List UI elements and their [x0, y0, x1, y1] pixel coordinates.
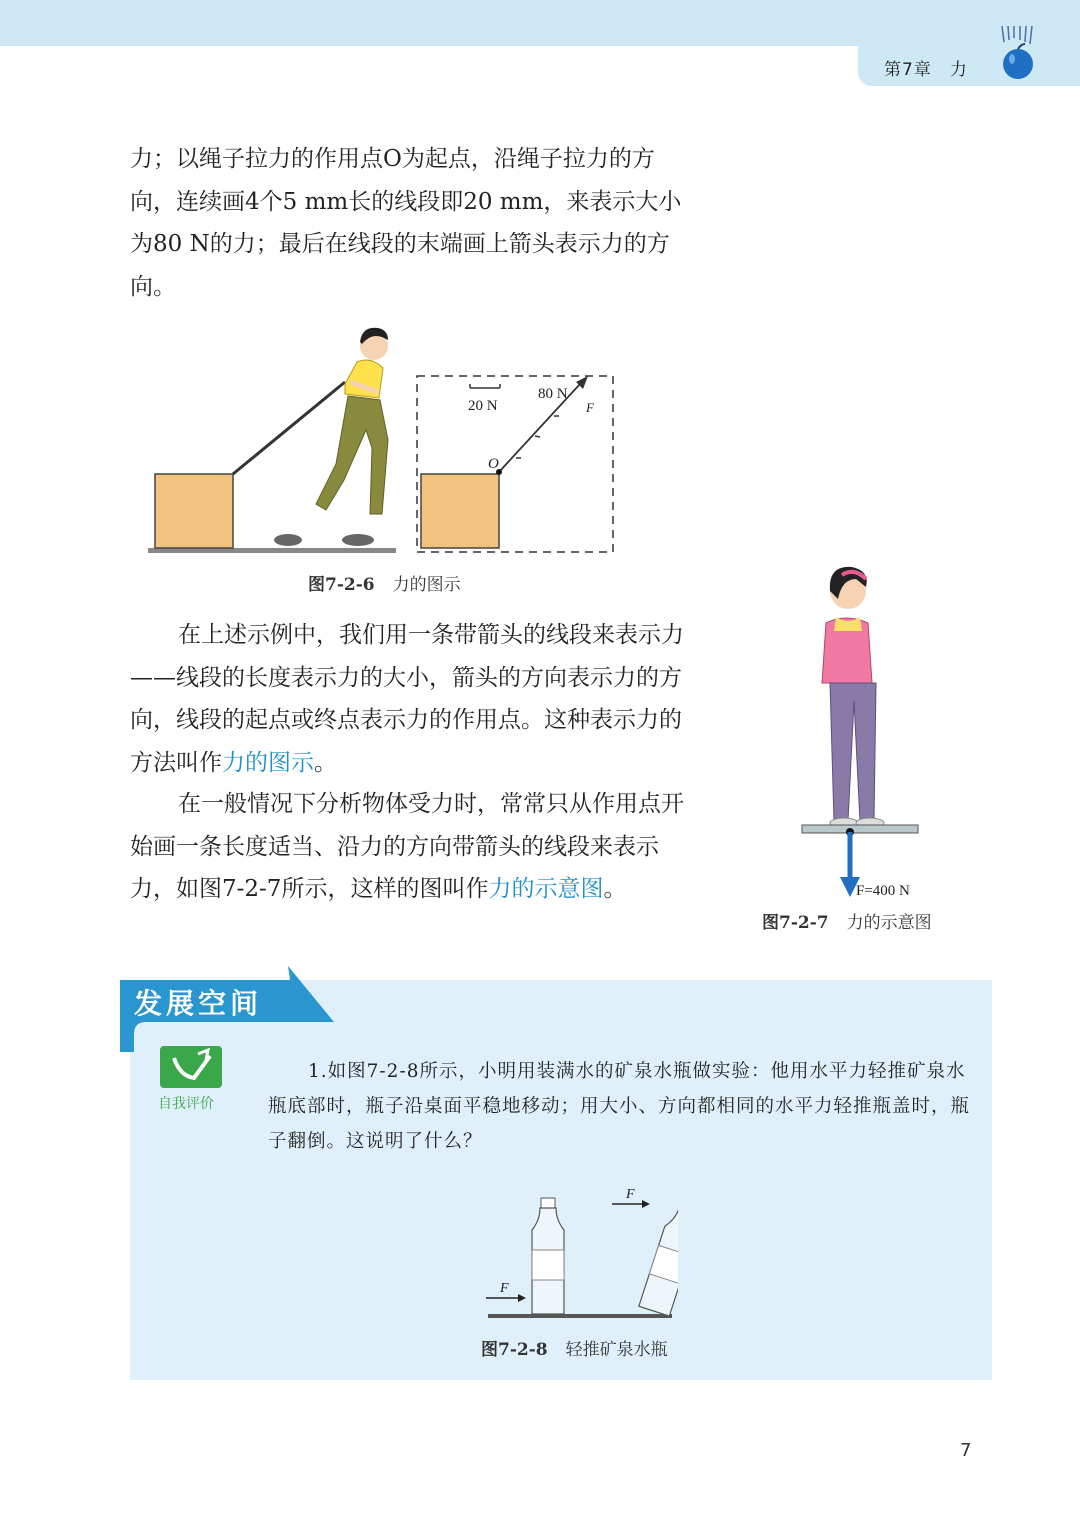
- self-evaluation-label: 自我评价: [158, 1096, 214, 1112]
- box-left: [155, 474, 233, 548]
- bottle-tilted: [639, 1196, 678, 1316]
- vector-label: F: [586, 400, 594, 415]
- figure-7-2-7: [790, 565, 950, 905]
- force-label-400: F=400 N: [856, 883, 910, 899]
- bottle-upright: [532, 1198, 564, 1314]
- figure-caption-726: 图7-2-6 力的图示: [308, 575, 461, 595]
- paragraph-1: 力；以绳子拉力的作用点O为起点，沿绳子拉力的方向，连续画4个5 mm长的线段即20 mm，来表示大小为80 N的力；最后在线段的末端画上箭头表示力的方向。: [130, 146, 682, 300]
- question-1: 1.如图7-2-8所示，小明用装满水的矿泉水瓶做实验：他用水平力轻推矿泉水瓶底部时，瓶子沿桌面平稳地移动；用大小、方向都相同的水平力轻推瓶盖时，瓶子翻倒。这说明了什么？: [268, 1061, 971, 1152]
- paragraph-3: 在一般情况下分析物体受力时，常常只从作用点开始画一条长度适当、沿力的方向带箭头的线段来表示力，如图7-2-7所示，这样的图叫作力的示意图。: [130, 791, 684, 902]
- chapter-label: 第7章 力: [884, 60, 968, 80]
- boy-figure: [274, 328, 388, 546]
- paragraph-2: 在上述示例中，我们用一条带箭头的线段来表示力——线段的长度表示力的大小，箭头的方向表示力的方向，线段的起点或终点表示力的作用点。这种表示力的方法叫作力的图示。: [130, 622, 684, 776]
- figure-caption-728: 图7-2-8 轻推矿泉水瓶: [481, 1340, 668, 1360]
- point-label: O: [488, 456, 499, 472]
- self-evaluation-icon: [160, 1046, 222, 1088]
- force-label-top: F: [626, 1187, 635, 1202]
- force-label-bottom: F: [500, 1281, 509, 1296]
- figure-7-2-6: [140, 322, 630, 562]
- page-number: 7: [960, 1440, 972, 1461]
- term-force-diagram: 力的图示: [222, 749, 314, 776]
- figure-caption-727: 图7-2-7 力的示意图: [762, 913, 932, 933]
- rope: [233, 382, 345, 474]
- apple-icon: [996, 24, 1040, 80]
- development-space-title: 发展空间: [134, 987, 263, 1020]
- box-right: [421, 474, 499, 548]
- term-force-sketch: 力的示意图: [488, 876, 604, 902]
- figure-7-2-8: [478, 1180, 678, 1320]
- top-band: [0, 0, 1080, 46]
- platform: [802, 825, 918, 833]
- force-label: 80 N: [538, 386, 568, 402]
- table-surface: [488, 1314, 672, 1318]
- scale-label: 20 N: [468, 398, 498, 414]
- girl-figure: [822, 567, 884, 828]
